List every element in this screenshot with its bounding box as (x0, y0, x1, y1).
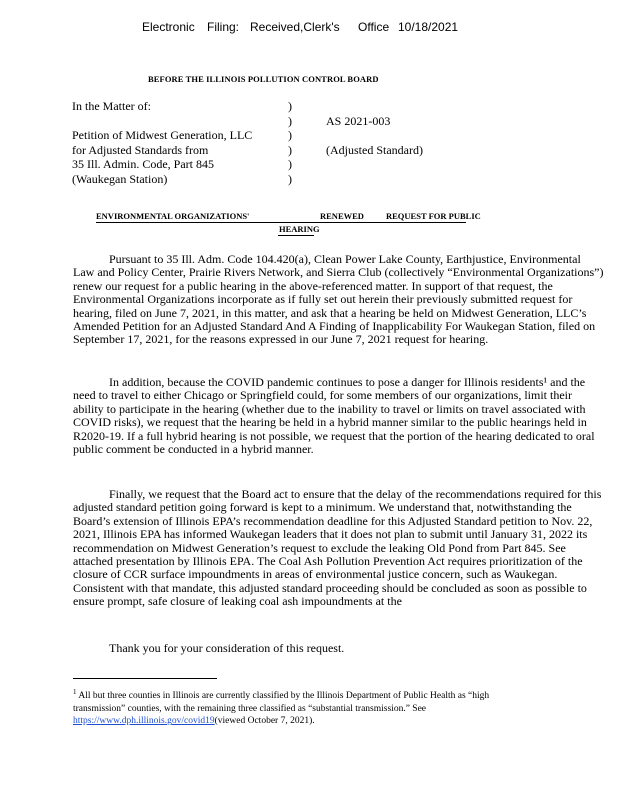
caption-parentheses: ) ) ) ) ) ) (288, 99, 292, 186)
title-part-3: REQUEST FOR PUBLIC (386, 211, 481, 221)
footnote-marker: 1 (73, 688, 77, 696)
efiling-date: 10/18/2021 (398, 20, 459, 34)
caption-parties (72, 99, 292, 186)
closing-paragraph: Thank you for your consideration of this request. (109, 641, 345, 655)
caption-petition-line: (Waukegan Station) (72, 171, 168, 186)
efiling-received: Received,Clerk's (250, 20, 340, 34)
caption-case-info (326, 99, 526, 157)
footnote-after-link: (viewed October 7, 2021). (214, 716, 315, 727)
title-underline (96, 222, 466, 223)
case-type: (Adjusted Standard) (326, 142, 423, 157)
efiling-electronic: Electronic (142, 20, 195, 34)
caption-petition-line: 35 Ill. Admin. Code, Part 845 (72, 157, 214, 171)
efiling-filing: Filing: (207, 20, 240, 34)
title-part-2: RENEWED (320, 211, 364, 221)
footnote-link[interactable]: https://www.dph.illinois.gov/covid19 (73, 716, 215, 727)
footnote (73, 686, 543, 728)
caption-petition-line: for Adjusted Standards from (72, 142, 209, 157)
caption-in-matter: In the Matter of: (72, 99, 151, 113)
body-paragraph: Pursuant to 35 Ill. Adm. Code 104.420(a), Clean Power Lake County, Earthjustice, Environmental Law and Policy Center, Prairie Rivers Network, and Sierra Club (collectively “Environmental Organizations”) renew our request for a public hearing in the above-referenced matter. In support of that request, the Environmental Organizations incorporate as if fully set out herein their previously submitted request for hearing, filed on June 7, 2021, in this matter, and ask that a hearing be held on Midwest Generation, LLC’s Amended Petition for an Adjusted Standard And A Finding of Inapplicability For Waukegan Station, filed on September 17, 2021, for the reasons expressed in our June 7, 2021 request for hearing. (73, 252, 604, 347)
title-underline (278, 235, 314, 236)
body-paragraph: In addition, because the COVID pandemic continues to pose a danger for Illinois residents¹ and the need to travel to either Chicago or Springfield could, for some members of our organizations, limit their ability to participate in the hearing (whether due to the inability to travel or limits on travel associated with COVID risks), we request that the hearing be held in a hybrid manner similar to the public hearings held in R2020-19. If a full hybrid hearing is not possible, we request that the portion of the hearing dedicated to oral public comment be conducted in a hybrid manner. (73, 375, 595, 457)
footnote-text: All but three counties in Illinois are currently classified by the Illinois Department of Public Health as “high transmission” counties, with the remaining three classified as “substantial transmission.” See (73, 691, 490, 714)
efiling-office: Office (358, 20, 390, 34)
title-part-1: ENVIRONMENTAL ORGANIZATIONS' (96, 211, 250, 221)
footnote-separator (73, 678, 217, 679)
title-part-4: HEARING (279, 224, 320, 234)
board-heading: BEFORE THE ILLINOIS POLLUTION CONTROL BOARD (148, 74, 379, 84)
case-number: AS 2021-003 (326, 113, 391, 128)
caption-petition-line: Petition of Midwest Generation, LLC (72, 128, 253, 142)
body-paragraph: Finally, we request that the Board act to ensure that the delay of the recommendations required for this adjusted standard petition going forward is kept to a minimum. We understand that, notwithstanding the Board’s extension of Illinois EPA’s recommendation deadline for this Adjusted Standard petition to Nov. 22, 2021, Illinois EPA has informed Waukegan leaders that it does not plan to submit until January 31, 2022 its recommendation on Midwest Generation’s request to exclude the leaking Old Pond from Part 845. See attached presentation by Illinois EPA. The Coal Ash Pollution Prevention Act requires prioritization of the closure of CCR surface impoundments in areas of environmental justice concern, such as Waukegan. Consistent with that mandate, this adjusted standard proceeding should be concluded as soon as possible to ensure prompt, safe closure of leaking coal ash impoundments at the (73, 487, 602, 609)
